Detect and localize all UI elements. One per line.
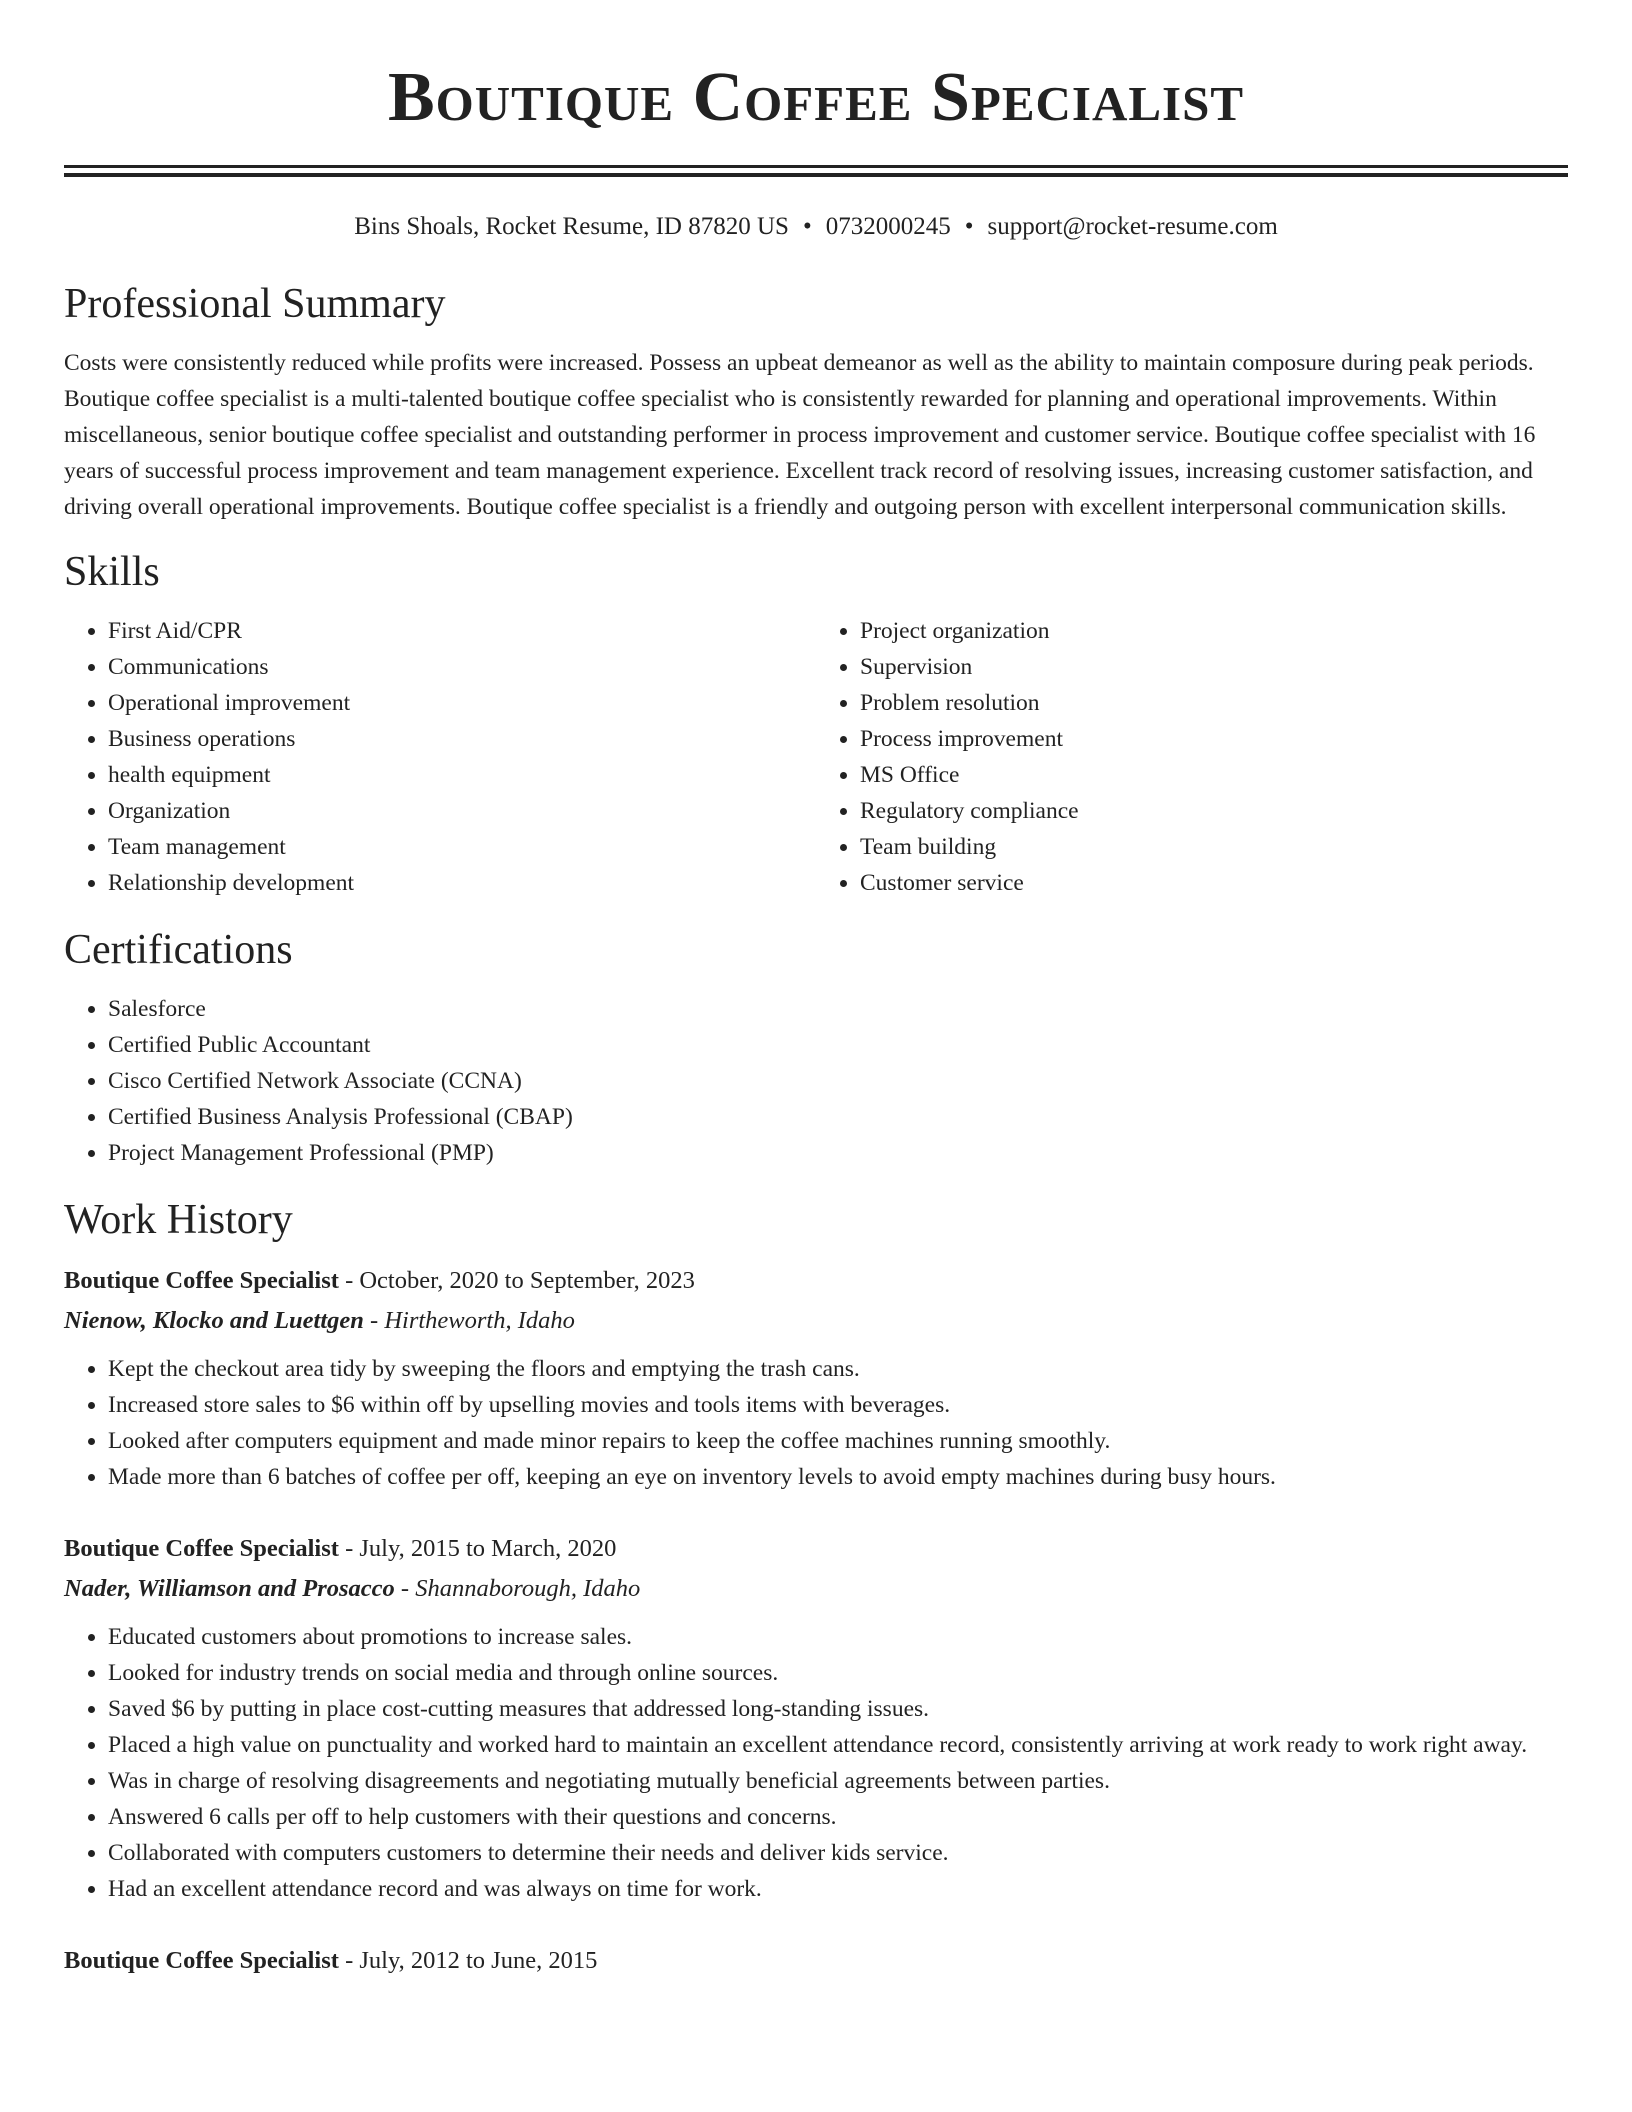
contact-email: support@rocket-resume.com — [987, 213, 1278, 240]
certification-item: • Cisco Certified Network Associate (CCNA) — [108, 1063, 1568, 1099]
title-double-rule — [64, 165, 1568, 177]
skill-item: • MS Office — [860, 757, 1568, 793]
job-title: Boutique Coffee Specialist — [64, 1267, 339, 1294]
skill-item: • First Aid/CPR — [108, 613, 816, 649]
skills-heading: Skills — [64, 549, 160, 595]
summary-text: Costs were consistently reduced while profits were increased. Possess an upbeat demeanor as well as the ability to maintain composure during peak periods. Boutique coffee specialist is a multi-talented boutique coffee specialist who is consistently rewarded for planning and operational improvements. Within miscellaneous, senior boutique coffee specialist and outstanding performer in process improvement and customer service. Boutique coffee specialist with 16 years of successful process improvement and team management experience. Excellent track record of resolving issues, increasing customer satisfaction, and driving overall operational improvements. Boutique coffee specialist is a friendly and outgoing person with excellent interpersonal communication skills. — [64, 350, 1536, 520]
job-dates: October, 2020 to September, 2023 — [359, 1267, 695, 1294]
job-bullet: • Looked after computers equipment and made minor repairs to keep the coffee machines running smoothly. — [108, 1423, 1568, 1459]
skill-item: • Communications — [108, 649, 816, 685]
job-title-line: Boutique Coffee Specialist - July, 2015 to March, 2020 — [64, 1535, 617, 1562]
summary-heading: Professional Summary — [64, 281, 446, 327]
job-bullets — [64, 1351, 1568, 1495]
skills-left-list — [64, 613, 816, 901]
certification-item: • Salesforce — [108, 991, 1568, 1027]
resume-title: Boutique Coffee Specialist — [387, 59, 1245, 136]
job-dates: July, 2012 to June, 2015 — [359, 1947, 598, 1974]
job-company: Nader, Williamson and Prosacco — [64, 1575, 395, 1602]
skill-item: • Customer service — [860, 865, 1568, 901]
skill-item: • Project organization — [860, 613, 1568, 649]
job-bullet: • Had an excellent attendance record and was always on time for work. — [108, 1871, 1568, 1907]
job-bullet: • Made more than 6 batches of coffee per off, keeping an eye on inventory levels to avoid empty machines during busy hours. — [108, 1459, 1568, 1495]
certifications-list — [64, 991, 1568, 1171]
job-location: Shannaborough, Idaho — [415, 1575, 641, 1602]
job-dates: July, 2015 to March, 2020 — [359, 1535, 617, 1562]
job-entry — [64, 1941, 1568, 1981]
contact-line — [64, 211, 1568, 243]
certification-item: • Certified Business Analysis Professional (CBAP) — [108, 1099, 1568, 1135]
job-title: Boutique Coffee Specialist — [64, 1535, 339, 1562]
contact-separator: • — [802, 213, 812, 240]
work-history-heading: Work History — [64, 1197, 293, 1243]
skill-item: • Operational improvement — [108, 685, 816, 721]
job-bullet: • Increased store sales to $6 within off by upselling movies and tools items with beverages. — [108, 1387, 1568, 1423]
skill-item: • Supervision — [860, 649, 1568, 685]
contact-address: Bins Shoals, Rocket Resume, ID 87820 US — [354, 213, 789, 240]
job-bullet: • Kept the checkout area tidy by sweeping the floors and emptying the trash cans. — [108, 1351, 1568, 1387]
job-entry — [64, 1529, 1568, 1907]
skills-right-list — [816, 613, 1568, 901]
job-company-line: Nader, Williamson and Prosacco - Shannaborough, Idaho — [64, 1575, 641, 1602]
skill-item: • Problem resolution — [860, 685, 1568, 721]
contact-phone: 0732000245 — [825, 213, 951, 240]
job-bullet: • Placed a high value on punctuality and worked hard to maintain an excellent attendance record, consistently arriving at work ready to work right away. — [108, 1727, 1568, 1763]
job-bullet: • Saved $6 by putting in place cost-cutting measures that addressed long-standing issues. — [108, 1691, 1568, 1727]
skill-item: • health equipment — [108, 757, 816, 793]
job-title: Boutique Coffee Specialist — [64, 1947, 339, 1974]
skills-columns — [64, 613, 1568, 901]
skill-item: • Process improvement — [860, 721, 1568, 757]
skill-item: • Team building — [860, 829, 1568, 865]
skill-item: • Team management — [108, 829, 816, 865]
job-bullet: • Looked for industry trends on social media and through online sources. — [108, 1655, 1568, 1691]
job-bullet: • Was in charge of resolving disagreements and negotiating mutually beneficial agreements between parties. — [108, 1763, 1568, 1799]
job-entry — [64, 1261, 1568, 1495]
skill-item: • Relationship development — [108, 865, 816, 901]
job-title-line: Boutique Coffee Specialist - October, 2020 to September, 2023 — [64, 1267, 695, 1294]
skill-item: • Regulatory compliance — [860, 793, 1568, 829]
job-bullet: • Collaborated with computers customers to determine their needs and deliver kids service. — [108, 1835, 1568, 1871]
job-bullet: • Educated customers about promotions to increase sales. — [108, 1619, 1568, 1655]
job-bullets — [64, 1619, 1568, 1907]
certification-item: • Project Management Professional (PMP) — [108, 1135, 1568, 1171]
skill-item: • Business operations — [108, 721, 816, 757]
certification-item: • Certified Public Accountant — [108, 1027, 1568, 1063]
contact-separator: • — [964, 213, 974, 240]
job-location: Hirtheworth, Idaho — [384, 1307, 575, 1334]
job-company-line: Nienow, Klocko and Luettgen - Hirtheworth, Idaho — [64, 1307, 575, 1334]
job-bullet: • Answered 6 calls per off to help customers with their questions and concerns. — [108, 1799, 1568, 1835]
job-company: Nienow, Klocko and Luettgen — [64, 1307, 364, 1334]
job-title-line: Boutique Coffee Specialist - July, 2012 to June, 2015 — [64, 1947, 598, 1974]
skill-item: • Organization — [108, 793, 816, 829]
certifications-heading: Certifications — [64, 927, 293, 973]
